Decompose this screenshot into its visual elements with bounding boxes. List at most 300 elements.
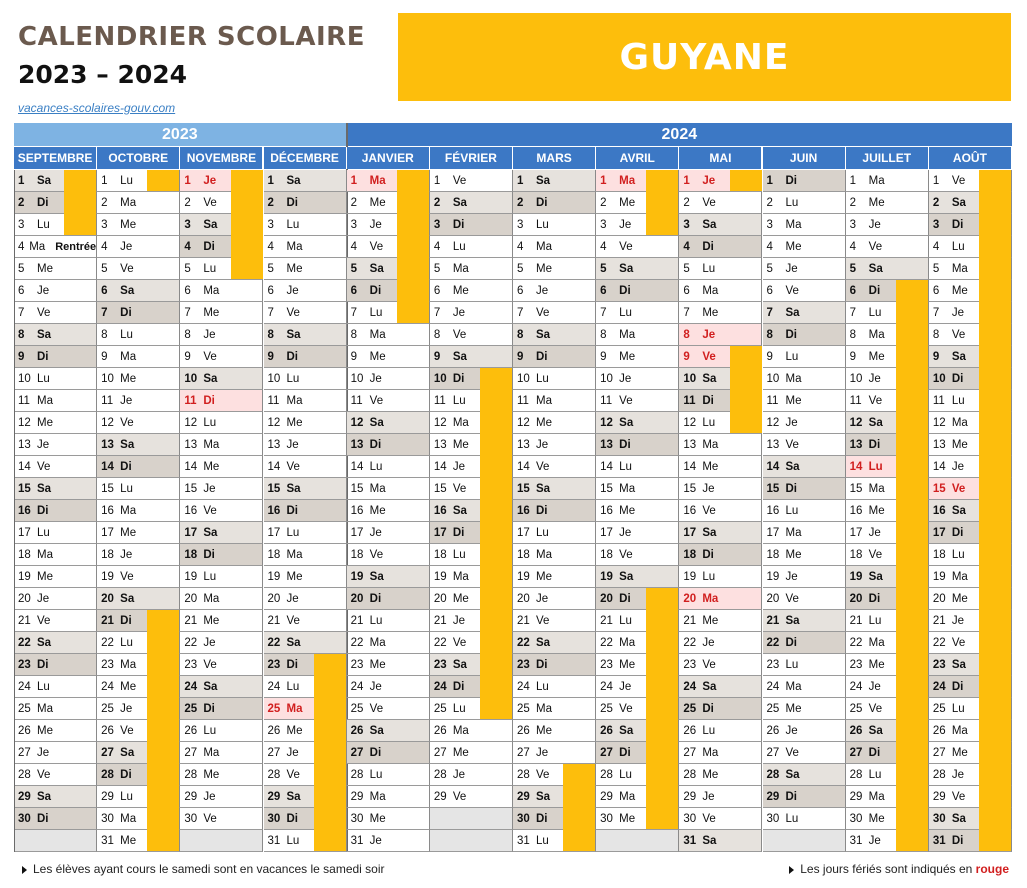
day-number: 29 (517, 790, 530, 803)
day-name: Lu (868, 614, 882, 627)
day-name: Sa (951, 350, 966, 363)
day-number: 13 (184, 438, 198, 451)
day-name: Je (120, 548, 133, 561)
empty-cell (14, 830, 97, 852)
day-name: Ve (369, 394, 384, 407)
day-number: 22 (267, 636, 281, 649)
day-cell (763, 786, 846, 808)
day-name: Di (203, 548, 215, 561)
day-number: 7 (18, 306, 25, 319)
day-cell (846, 170, 929, 192)
day-name: Di (286, 504, 298, 517)
day-name: Ve (120, 416, 134, 429)
day-name: Ve (37, 614, 51, 627)
day-cell (97, 346, 180, 368)
day-cell (97, 236, 180, 258)
day-name: Sa (702, 526, 717, 539)
day-name: Ma (369, 482, 386, 495)
day-cell (180, 346, 263, 368)
day-name: Sa (120, 746, 135, 759)
day-name: Ma (868, 636, 885, 649)
day-number: 24 (849, 680, 863, 693)
day-cell (430, 236, 513, 258)
day-name: Lu (536, 218, 549, 231)
day-number: 27 (18, 746, 31, 759)
day-number: 19 (350, 570, 364, 583)
day-number: 23 (683, 658, 697, 671)
day-name: Je (785, 570, 798, 583)
day-cell (264, 632, 347, 654)
day-cell (513, 544, 596, 566)
day-number: 1 (267, 174, 274, 187)
day-number: 23 (932, 658, 946, 671)
day-cell (679, 258, 762, 280)
day-cell (679, 522, 762, 544)
day-cell (264, 368, 347, 390)
day-name: Sa (452, 504, 467, 517)
day-name: Je (286, 438, 299, 451)
day-name: Me (702, 614, 719, 627)
day-number: 23 (766, 658, 780, 671)
day-cell (846, 214, 929, 236)
day-name: Je (452, 306, 465, 319)
day-name: Lu (951, 394, 965, 407)
day-number: 13 (517, 438, 530, 451)
day-name: Me (120, 218, 137, 231)
day-number: 10 (267, 372, 281, 385)
day-number: 25 (350, 702, 364, 715)
month-header-novembre: NOVEMBRE (180, 147, 263, 169)
day-name: Je (536, 438, 549, 451)
day-cell (679, 720, 762, 742)
day-number: 19 (849, 570, 863, 583)
day-number: 3 (184, 218, 191, 231)
day-cell (679, 610, 762, 632)
day-number: 11 (350, 394, 363, 407)
day-cell (679, 676, 762, 698)
empty-cell (430, 830, 513, 852)
day-number: 20 (849, 592, 863, 605)
day-cell (763, 610, 846, 632)
month-header-mai: MAI (679, 147, 762, 169)
day-name: Ma (203, 438, 220, 451)
website-link[interactable]: vacances-scolaires-gouv.com (18, 101, 176, 115)
day-name: Me (37, 416, 53, 429)
day-number: 2 (101, 196, 108, 209)
day-name: Ma (286, 548, 303, 561)
day-name: Ma (951, 416, 968, 429)
day-name: Di (619, 592, 631, 605)
day-name: Je (702, 482, 715, 495)
day-cell (180, 742, 263, 764)
day-cell (596, 258, 679, 280)
day-name: Sa (868, 724, 883, 737)
day-number: 8 (350, 328, 358, 341)
day-number: 29 (18, 790, 31, 803)
day-cell (513, 566, 596, 588)
day-cell (180, 786, 263, 808)
day-number: 17 (433, 526, 447, 539)
day-cell (596, 324, 679, 346)
day-number: 18 (18, 548, 31, 561)
day-name: Lu (951, 548, 965, 561)
day-name: Sa (536, 482, 551, 495)
day-number: 22 (433, 636, 447, 649)
day-name: Lu (37, 680, 50, 693)
day-name: Ve (951, 636, 966, 649)
day-name: Sa (951, 504, 966, 517)
day-number: 15 (600, 482, 613, 495)
day-cell (347, 742, 430, 764)
day-name: Je (452, 614, 465, 627)
day-cell (763, 566, 846, 588)
day-name: Di (785, 174, 797, 187)
day-cell (763, 170, 846, 192)
day-cell (264, 544, 347, 566)
day-cell (347, 456, 430, 478)
day-name: Ma (452, 570, 469, 583)
day-name: Sa (369, 570, 384, 583)
day-name: Je (702, 328, 716, 341)
day-number: 11 (932, 394, 945, 407)
day-name: Ma (452, 724, 469, 737)
day-number: 10 (849, 372, 863, 385)
day-cell (513, 610, 596, 632)
day-number: 9 (517, 350, 524, 363)
day-cell (763, 632, 846, 654)
day-name: Ma (619, 790, 636, 803)
day-number: 28 (267, 768, 281, 781)
day-cell (97, 588, 180, 610)
day-number: 8 (18, 328, 25, 341)
day-number: 29 (350, 790, 364, 803)
day-name: Ma (452, 262, 469, 275)
day-number: 24 (350, 680, 364, 693)
day-number: 6 (517, 284, 524, 297)
day-number: 22 (766, 636, 780, 649)
day-number: 17 (184, 526, 198, 539)
day-cell (513, 192, 596, 214)
day-name: Sa (286, 636, 301, 649)
day-number: 3 (101, 218, 108, 231)
vacation-bar (979, 170, 1011, 851)
day-number: 7 (267, 306, 274, 319)
day-number: 23 (267, 658, 281, 671)
day-number: 7 (517, 306, 524, 319)
day-name: Ve (868, 548, 883, 561)
day-number: 10 (683, 372, 697, 385)
day-cell (264, 192, 347, 214)
day-cell (180, 610, 263, 632)
month-header-juillet: JUILLET (846, 147, 929, 169)
day-cell (14, 786, 97, 808)
day-name: Di (536, 504, 548, 517)
day-name: Sa (37, 328, 52, 341)
day-name: Ve (536, 614, 550, 627)
day-number: 25 (101, 702, 114, 715)
day-cell (763, 676, 846, 698)
day-name: Ve (452, 790, 467, 803)
day-name: Sa (120, 592, 135, 605)
day-name: Je (120, 702, 133, 715)
day-number: 13 (101, 438, 114, 451)
day-cell (347, 324, 430, 346)
day-name: Sa (203, 680, 218, 693)
day-number: 7 (849, 306, 857, 319)
day-name: Me (785, 240, 802, 253)
day-number: 9 (101, 350, 108, 363)
day-number: 15 (517, 482, 530, 495)
day-cell (347, 720, 430, 742)
day-number: 5 (932, 262, 940, 275)
day-number: 27 (849, 746, 863, 759)
day-name: Je (951, 768, 964, 781)
day-number: 25 (766, 702, 780, 715)
day-number: 21 (350, 614, 364, 627)
day-name: Lu (785, 658, 799, 671)
day-cell (14, 500, 97, 522)
day-cell (596, 412, 679, 434)
day-name: Lu (702, 262, 716, 275)
day-cell (347, 698, 430, 720)
day-name: Je (369, 218, 382, 231)
day-number: 1 (849, 174, 857, 187)
day-number: 30 (932, 812, 946, 825)
day-cell (513, 412, 596, 434)
day-number: 5 (433, 262, 441, 275)
day-cell (14, 390, 97, 412)
day-cell (679, 192, 762, 214)
day-name: Je (868, 218, 881, 231)
day-number: 11 (849, 394, 862, 407)
day-name: Sa (702, 680, 717, 693)
day-cell (180, 676, 263, 698)
day-cell (763, 412, 846, 434)
day-number: 18 (350, 548, 364, 561)
day-number: 5 (600, 262, 607, 275)
day-number: 3 (849, 218, 857, 231)
day-number: 24 (932, 680, 946, 693)
day-number: 1 (350, 174, 358, 187)
day-number: 7 (600, 306, 607, 319)
day-cell (180, 808, 263, 830)
day-cell (596, 302, 679, 324)
day-cell (97, 368, 180, 390)
day-name: Di (702, 240, 714, 253)
day-name: Ve (120, 262, 134, 275)
day-number: 17 (766, 526, 780, 539)
day-number: 30 (849, 812, 863, 825)
day-name: Lu (37, 218, 50, 231)
day-cell (347, 368, 430, 390)
day-cell (347, 412, 430, 434)
day-cell (14, 302, 97, 324)
day-number: 6 (267, 284, 274, 297)
day-name: Lu (536, 372, 549, 385)
day-name: Lu (286, 526, 300, 539)
day-name: Je (37, 284, 50, 297)
day-number: 20 (517, 592, 530, 605)
day-number: 9 (350, 350, 358, 363)
day-name: Lu (369, 460, 383, 473)
day-number: 1 (101, 174, 108, 187)
footer-note-saturday: Les élèves ayant cours le samedi sont en vacances le samedi soir (22, 862, 385, 876)
day-cell (97, 324, 180, 346)
day-number: 10 (600, 372, 613, 385)
vacation-bar (314, 654, 346, 851)
day-name: Ve (452, 174, 467, 187)
day-number: 25 (849, 702, 863, 715)
day-name: Di (452, 526, 465, 539)
day-number: 14 (766, 460, 780, 473)
day-number: 13 (350, 438, 364, 451)
day-cell (264, 324, 347, 346)
day-number: 25 (932, 702, 946, 715)
day-cell (679, 500, 762, 522)
day-number: 27 (101, 746, 114, 759)
day-name: Ve (785, 284, 799, 297)
day-cell (513, 368, 596, 390)
day-cell (97, 302, 180, 324)
day-cell (264, 610, 347, 632)
day-cell (347, 478, 430, 500)
day-cell (513, 588, 596, 610)
day-cell (513, 654, 596, 676)
day-cell (763, 764, 846, 786)
day-name: Je (868, 372, 881, 385)
day-name: Ma (619, 328, 636, 341)
day-name: Je (37, 592, 50, 605)
day-cell (596, 456, 679, 478)
day-cell (513, 676, 596, 698)
day-cell (14, 412, 97, 434)
day-name: Ma (868, 790, 885, 803)
day-name: Lu (369, 768, 383, 781)
day-number: 3 (517, 218, 524, 231)
day-name: Lu (536, 526, 549, 539)
day-name: Lu (286, 218, 300, 231)
day-number: 18 (184, 548, 198, 561)
day-name: Je (369, 834, 382, 847)
day-number: 24 (101, 680, 114, 693)
day-cell (97, 544, 180, 566)
day-name: Me (951, 284, 968, 297)
day-cell (430, 302, 513, 324)
day-number: 10 (184, 372, 198, 385)
day-name: Sa (868, 416, 883, 429)
day-number: 18 (932, 548, 946, 561)
day-cell (763, 214, 846, 236)
day-number: 4 (267, 240, 274, 253)
day-number: 29 (101, 790, 114, 803)
day-name: Lu (286, 372, 300, 385)
day-name: Ve (536, 306, 550, 319)
day-name: Me (702, 768, 719, 781)
day-number: 11 (184, 394, 197, 407)
day-cell (430, 786, 513, 808)
day-cell (679, 588, 762, 610)
day-cell (763, 346, 846, 368)
day-number: 24 (433, 680, 447, 693)
day-number: 23 (517, 658, 530, 671)
day-name: Me (203, 460, 220, 473)
day-name: Sa (286, 174, 301, 187)
day-number: 2 (267, 196, 274, 209)
empty-cell (180, 830, 263, 852)
day-name: Je (536, 284, 549, 297)
day-name: Me (785, 394, 802, 407)
day-number: 24 (184, 680, 198, 693)
day-name: Ve (37, 460, 51, 473)
day-number: 19 (184, 570, 198, 583)
day-cell (180, 478, 263, 500)
day-number: 30 (184, 812, 198, 825)
day-number: 7 (101, 306, 108, 319)
day-cell (180, 654, 263, 676)
day-name: Ve (619, 394, 633, 407)
day-name: Lu (120, 790, 133, 803)
rentree-label: Rentrée (55, 240, 97, 253)
day-number: 13 (600, 438, 613, 451)
day-number: 10 (101, 372, 114, 385)
day-name: Di (203, 702, 215, 715)
vacation-bar (64, 170, 96, 235)
day-name: Sa (37, 790, 52, 803)
day-number: 21 (517, 614, 530, 627)
day-name: Di (286, 812, 298, 825)
day-number: 20 (267, 592, 281, 605)
day-number: 20 (683, 592, 697, 605)
day-number: 6 (18, 284, 25, 297)
day-number: 14 (600, 460, 613, 473)
day-name: Ve (702, 350, 716, 363)
day-number: 11 (101, 394, 114, 407)
day-cell (513, 478, 596, 500)
day-number: 22 (600, 636, 613, 649)
day-cell (180, 412, 263, 434)
day-number: 28 (18, 768, 31, 781)
day-cell (180, 632, 263, 654)
day-cell (430, 214, 513, 236)
day-name: Me (120, 680, 137, 693)
day-number: 17 (18, 526, 31, 539)
day-number: 22 (849, 636, 863, 649)
day-name: Ma (536, 702, 552, 715)
day-number: 19 (18, 570, 31, 583)
day-name: Sa (37, 636, 52, 649)
day-name: Ma (702, 438, 719, 451)
day-name: Lu (369, 614, 383, 627)
day-cell (347, 632, 430, 654)
day-name: Je (868, 680, 881, 693)
vacation-bar (646, 170, 678, 235)
day-name: Di (785, 482, 797, 495)
day-cell (513, 302, 596, 324)
day-cell (763, 478, 846, 500)
day-name: Sa (619, 416, 634, 429)
day-cell (763, 654, 846, 676)
day-name: Je (619, 526, 632, 539)
day-number: 10 (433, 372, 447, 385)
day-number: 15 (101, 482, 114, 495)
day-name: Di (951, 680, 964, 693)
day-name: Ve (619, 548, 633, 561)
day-number: 21 (932, 614, 946, 627)
day-cell (596, 478, 679, 500)
day-cell (347, 434, 430, 456)
day-number: 23 (433, 658, 447, 671)
day-name: Je (785, 416, 798, 429)
